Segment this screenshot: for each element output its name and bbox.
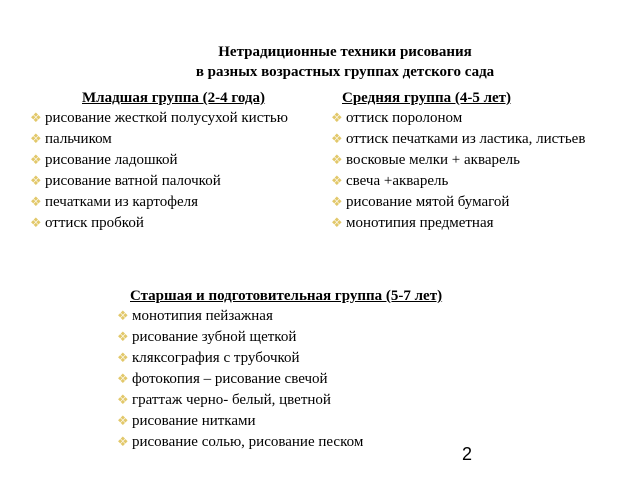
junior-group-list <box>29 108 319 234</box>
list-item <box>29 192 319 213</box>
list-item-text: рисование мятой бумагой <box>346 194 510 210</box>
list-item <box>29 171 319 192</box>
bullet-icon: ❖ <box>117 350 129 365</box>
bullet-icon: ❖ <box>331 110 343 125</box>
bullet-icon: ❖ <box>117 392 129 407</box>
list-item-text: оттиск печатками из ластика, листьев <box>346 131 586 147</box>
list-item <box>116 306 536 327</box>
list-item <box>116 369 536 390</box>
list-item <box>330 192 630 213</box>
list-item <box>330 171 630 192</box>
list-item <box>116 432 536 453</box>
list-item <box>330 108 630 129</box>
bullet-icon: ❖ <box>331 131 343 146</box>
bullet-icon: ❖ <box>331 194 343 209</box>
senior-group-list <box>116 306 536 453</box>
bullet-icon: ❖ <box>117 413 129 428</box>
bullet-icon: ❖ <box>331 173 343 188</box>
middle-group-list <box>330 108 630 234</box>
list-item-text: пальчиком <box>45 131 112 147</box>
list-item-text: оттиск поролоном <box>346 110 463 126</box>
list-item-text: монотипия предметная <box>346 215 494 231</box>
middle-group-heading: Средняя группа (4-5 лет) <box>342 90 512 106</box>
middle-group-section <box>330 88 630 234</box>
list-item <box>116 411 536 432</box>
senior-group-heading: Старшая и подготовительная группа (5-7 лет) <box>130 288 443 304</box>
junior-group-heading: Младшая группа (2-4 года) <box>82 90 266 106</box>
list-item-text: рисование солью, рисование песком <box>132 434 364 450</box>
bullet-icon: ❖ <box>117 434 129 449</box>
list-item <box>330 150 630 171</box>
list-item-text: рисование ватной палочкой <box>45 173 221 189</box>
senior-group-section <box>116 286 536 453</box>
bullet-icon: ❖ <box>30 194 42 209</box>
bullet-icon: ❖ <box>30 110 42 125</box>
bullet-icon: ❖ <box>331 152 343 167</box>
bullet-icon: ❖ <box>30 215 42 230</box>
list-item <box>29 213 319 234</box>
list-item <box>29 150 319 171</box>
list-item-text: рисование нитками <box>132 413 256 429</box>
page-number: 2 <box>462 444 473 464</box>
slide-title <box>0 42 640 82</box>
bullet-icon: ❖ <box>117 329 129 344</box>
bullet-icon: ❖ <box>117 371 129 386</box>
list-item <box>330 129 630 150</box>
bullet-icon: ❖ <box>30 131 42 146</box>
list-item-text: граттаж черно- белый, цветной <box>132 392 331 408</box>
list-item-text: кляксография с трубочкой <box>132 350 300 366</box>
list-item-text: фотокопия – рисование свечой <box>132 371 328 387</box>
list-item-text: восковые мелки + акварель <box>346 152 520 168</box>
list-item-text: рисование зубной щеткой <box>132 329 297 345</box>
list-item <box>116 348 536 369</box>
list-item <box>29 129 319 150</box>
list-item-text: печатками из картофеля <box>45 194 199 210</box>
list-item <box>116 327 536 348</box>
slide-title-line-2: в разных возрастных группах детского сада <box>195 64 495 80</box>
list-item-text: свеча +акварель <box>346 173 449 189</box>
bullet-icon: ❖ <box>331 215 343 230</box>
list-item-text: монотипия пейзажная <box>132 308 273 324</box>
junior-group-section <box>29 88 319 234</box>
list-item <box>116 390 536 411</box>
slide-title-line-1: Нетрадиционные техники рисования <box>218 44 472 60</box>
list-item-text: рисование ладошкой <box>45 152 178 168</box>
list-item-text: рисование жесткой полусухой кистью <box>45 110 288 126</box>
list-item-text: оттиск пробкой <box>45 215 144 231</box>
list-item <box>330 213 630 234</box>
bullet-icon: ❖ <box>30 152 42 167</box>
list-item <box>29 108 319 129</box>
bullet-icon: ❖ <box>117 308 129 323</box>
bullet-icon: ❖ <box>30 173 42 188</box>
